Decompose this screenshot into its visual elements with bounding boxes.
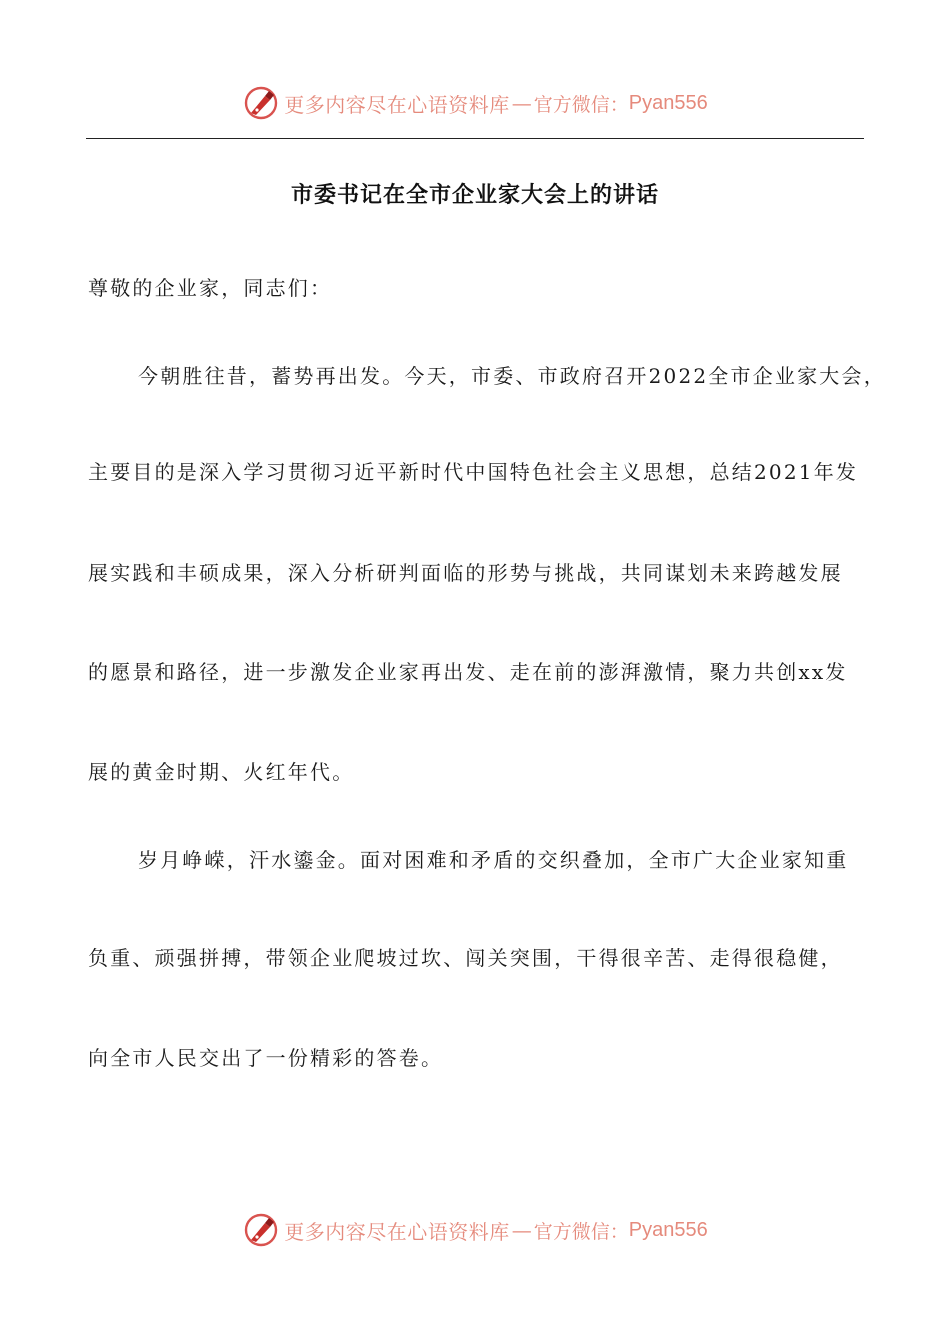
paragraph-line: 向全市人民交出了一份精彩的答卷。	[88, 1046, 444, 1070]
paragraph-line: 展实践和丰硕成果，深入分析研判面临的形势与挑战，共同谋划未来跨越发展	[88, 561, 843, 585]
pen-nib-logo-icon	[242, 1211, 280, 1249]
banner-separator: —	[511, 91, 532, 115]
paragraph-line: 负重、顽强拼搏，带领企业爬坡过坎、闯关突围，干得很辛苦、走得很稳健，	[88, 946, 843, 970]
banner-wechat-label: 官方微信：	[533, 93, 629, 116]
banner-wechat-id: Pyan556	[628, 91, 708, 114]
banner-wechat-label: 官方微信：	[533, 1220, 629, 1243]
document-title: 市委书记在全市企业家大会上的讲话	[290, 183, 659, 208]
banner-text: 更多内容尽在心语资料库	[284, 1219, 510, 1244]
footer-banner	[0, 1208, 950, 1252]
salutation: 尊敬的企业家，同志们：	[88, 276, 333, 300]
paragraph-line: 岁月峥嵘，汗水鎏金。面对困难和矛盾的交织叠加，全市广大企业家知重	[138, 848, 849, 872]
header-banner	[0, 81, 950, 125]
paragraph-line: 今朝胜往昔，蓄势再出发。今天，市委、市政府召开2022全市企业家大会，	[138, 364, 886, 388]
banner-text: 更多内容尽在心语资料库	[284, 92, 510, 117]
pen-nib-logo-icon	[242, 84, 280, 122]
banner-separator: —	[511, 1218, 532, 1242]
paragraph-line: 主要目的是深入学习贯彻习近平新时代中国特色社会主义思想，总结2021年发	[88, 460, 859, 484]
banner-wechat-id: Pyan556	[628, 1218, 708, 1241]
paragraph-line: 的愿景和路径，进一步激发企业家再出发、走在前的澎湃激情，聚力共创xx发	[88, 660, 848, 684]
paragraph-line: 展的黄金时期、火红年代。	[88, 760, 355, 784]
header-divider	[86, 138, 864, 139]
